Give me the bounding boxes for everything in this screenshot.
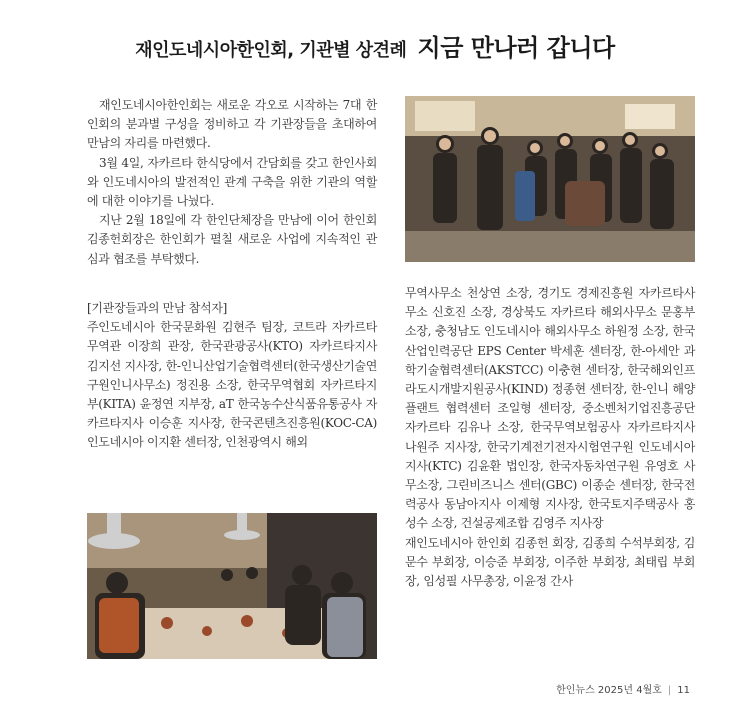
page-footer xyxy=(556,681,690,696)
attendees-list-part1: 주인도네시아 한국문화원 김현주 팀장, 코트라 자카르타 무역관 이장희 관장, 한국관광공사(KTO) 자카르타지사 김지선 지사장, 한-인니산업기술협력센터(한국생산기술연구원인니사무소) 정진용 소장, 한국무역협회 자카르타지부(KITA) 윤정연 지부장, aT 한국농수산식품유통공사 자카르타지사 이승훈 지사장, 한국콘텐츠진흥원(KOC-CA) 인도네시아 이지환 센터장, 인천광역시 해외 xyxy=(87,320,377,450)
attendees-list-part2: 무역사무소 천상연 소장, 경기도 경제진흥원 자카르타사무소 신호진 소장, 경상북도 자카르타 해외사무소 문홍부 소장, 충청남도 인도네시아 해외사무소 하원정 소장, 한국산업인력공단 EPS Center 박세훈 센터장, 한-아세안 과학기술협력센터(AKSTCC) 이충현 센터장, 한국해외인프라도시개발지원공사(KIND) 정종현 센터장, 한-인니 해양플랜트 협력센터 조일형 센터장, 중소벤처기업진흥공단 자카르타 김유나 소장, 한국무역보험공사 자카르타지사 나원주 지사장, 한국기계전기전자시험연구원 인도네시아지사(KTC) 김윤환 법인장, 한국자동차연구원 유영호 사무소장, 그린비즈니스 센터(GBC) 이종순 센터장, 한국전력공사 동남아지사 이제형 지사장, 한국토지주택공사 홍성수 소장, 건설공제조합 김영주 지사장 xyxy=(405,286,695,531)
title-emphasis: 지금 만나러 갑니다 xyxy=(417,34,615,62)
group-photo xyxy=(405,96,695,262)
footer-separator: | xyxy=(667,685,672,696)
page-title xyxy=(0,28,750,63)
paragraph-2: 3월 4일, 자카르타 한식당에서 간담회를 갖고 한인사회와 인도네시아의 발전적인 관계 구축을 위한 기관의 역할에 대한 이야기를 나눴다. xyxy=(87,155,377,209)
attendees-hosts: 재인도네시아 한인회 김종헌 회장, 김종희 수석부회장, 김문수 부회장, 이승준 부회장, 이주한 부회장, 최태립 부회장, 임성필 사무총장, 이윤정 간사 xyxy=(405,535,695,589)
publication-name: 한인뉴스 2025년 4월호 xyxy=(556,685,662,696)
attendees-left-column xyxy=(87,299,377,453)
paragraph-1: 재인도네시아한인회는 새로운 각오로 시작하는 7대 한인회의 분과별 구성을 정비하고 각 기관장들을 초대하여 만남의 자리를 마련했다. xyxy=(87,98,377,151)
dinner-photo xyxy=(87,513,377,659)
attendees-right-column xyxy=(405,284,695,591)
title-main: 재인도네시아한인회, 기관별 상견례 xyxy=(135,40,407,61)
article-intro xyxy=(87,96,377,269)
page-number: 11 xyxy=(677,685,690,696)
paragraph-3: 지난 2월 18일에 각 한인단체장을 만남에 이어 한인회 김종헌회장은 한인회가 펼칠 새로운 사업에 지속적인 관심과 협조를 부탁했다. xyxy=(87,213,377,266)
attendees-heading: [기관장들과의 만남 참석자] xyxy=(87,301,228,315)
